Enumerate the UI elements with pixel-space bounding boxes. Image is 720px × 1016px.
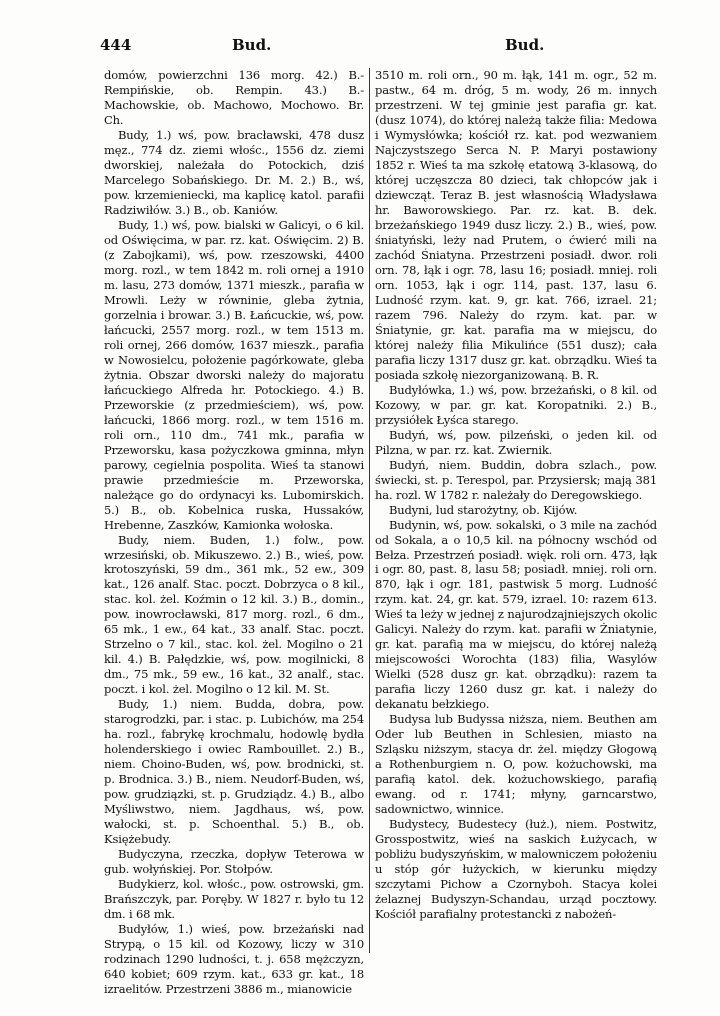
entry-paragraph: Budyłów, 1.) wieś, pow. brzeżański nad Strypą, o 15 kil. od Kozowy, liczy w 310 rodzinach 1290 ludności, t. j. 658 mężczyzn, 640 kobiet; 609 rzym. kat., 633 gr. kat., 18 izraelitów. Przestrzeni 3886 m., mianowicie [104, 922, 364, 997]
column-divider [369, 68, 370, 953]
entry-paragraph: domów, powierzchni 136 morg. 42.) B.-Rempińskie, ob. Rempin. 43.) B.-Machowskie, ob. Machowo, Mochowo. Br. Ch. [104, 68, 364, 127]
entry-paragraph: Budyłówka, 1.) wś, pow. brzeżański, o 8 kil. od Kozowy, w par. gr. kat. Koropatniki. 2.) B., przysiółek Łyśca starego. [375, 382, 657, 427]
page-number: 444 [100, 36, 132, 54]
entry-paragraph: Budyń, niem. Buddin, dobra szlach., pow. świecki, st. p. Terespol, par. Przysiersk; mają 381 ha. rozl. W 1782 r. należały do Deregowskiego. [375, 457, 657, 502]
entry-paragraph: Budynin, wś, pow. sokalski, o 3 mile na zachód od Sokala, a o 10,5 kil. na północny wschód od Bełza. Przestrzeń posiadł. więk. roli orn. 473, łąk i ogr. 80, past. 8, lasu 58; posiadł. mniej. roli orn. 870, łąk i ogr. 181, pastwisk 5 morg. Ludność rzym. kat. 24, gr. kat. 579, izrael. 10: razem 613. Wieś ta leży w jednej z najurodzajniejszych okolic Galicyi. Należy do rzym. kat. parafii w Żniatynie, gr. kat. parafią ma w miejscu, do której należą miejscowości Worochta (183) filia, Wasylów Wielki (528 dusz gr. kat. obrządku): razem ta parafia liczy 1260 dusz gr. kat. i należy do dekanatu bełzkiego. [375, 517, 657, 712]
entry-paragraph: 3510 m. roli orn., 90 m. łąk, 141 m. ogr., 52 m. pastw., 64 m. dróg, 5 m. wody, 26 m. innych przestrzeni. W tej gminie jest parafia gr. kat. (dusz 1074), do której należą także filia: Medowa i Wymysłówka; kościół rz. kat. pod wezwaniem Najczystszego Serca N. P. Maryi postawiony 1852 r. Wieś ta ma szkołę etatową 3-klasową, do której uczęszcza 80 dzieci, tak chłopców jak i dziewcząt. Teraz B. jest własnością Władysława hr. Baworowskiego. Par. rz. kat. B. dek. brzeżańskiego 1949 dusz liczy. 2.) B., wieś, pow. śniatyński, leży nad Prutem, o ćwierć mili na zachód Śniatyna. Przestrzeni posiadł. dwor. roli orn. 78, łąk i ogr. 78, lasu 16; posiadł. mniej. roli orn. 1053, łąk i ogr. 114, past. 137, lasu 6. Ludność rzym. kat. 9, gr. kat. 766, izrael. 21; razem 796. Należy do rzym. kat. par. w Śniatynie, gr. kat. parafia ma w miejscu, do której należy filia Mikulińce (551 dusz); cała parafia liczy 1317 dusz gr. kat. obrządku. Wieś ta posiada szkołę niezorganizowaną. B. R. [375, 68, 657, 382]
left-column [104, 68, 364, 1008]
entry-paragraph: Budykierz, kol. włośc., pow. ostrowski, gm. Brańszczyk, par. Poręby. W 1827 r. było tu 12 dm. i 68 mk. [104, 877, 364, 922]
entry-paragraph: Budy, 1.) niem. Budda, dobra, pow. starogrodzki, par. i stac. p. Lubichów, ma 254 ha. rozl., fabrykę krochmalu, hodowlę bydła holenderskiego i owiec Rambouillet. 2.) B., niem. Choino-Buden, wś, pow. brodnicki, st. p. Brodnica. 3.) B., niem. Neudorf-Buden, wś, pow. grudziązki, st. p. Grudziądz. 4.) B., albo Myśliwstwo, niem. Jagdhaus, wś, pow. wałocki, st. p. Schoenthal. 5.) B., ob. Księżebudy. [104, 697, 364, 847]
running-head-left: Bud. [232, 36, 272, 54]
entry-paragraph: Budy, 1.) wś, pow. bialski w Galicyi, o 6 kil. od Oświęcima, w par. rz. kat. Oświęcim. 2) B. (z Zabojkami), wś, pow. rzeszowski, 4400 morg. rozl., w tem 1842 m. roli ornej a 1910 m. lasu, 273 domów, 1371 mieszk., parafia w Mrowli. Leży w równinie, gleba żytnia, gorzelnia i browar. 3.) B. Łańcuckie, wś, pow. łańcucki, 2557 morg. rozl., w tem 1513 m. roli ornej, 266 domów, 1637 mieszk., parafia w Nowosielcu, położenie pagórkowate, gleba żytnia. Obszar dworski należy do majoratu łańcuckiego Alfreda hr. Potockiego. 4.) B. Przeworskie (z przedmieściem), wś, pow. łańcucki, 1866 morg. rozl., w tem 1516 m. roli orn., 110 dm., 741 mk., parafia w Przeworsku, kasa pożyczkowa gminna, młyn parowy, cegielnia pospolita. Wieś ta stanowi prawie przedmieście m. Przeworska, należące go do ordynacyi ks. Lubomirskich. 5.) B., ob. Kobelnica ruska, Hussaków, Hrebenne, Zaszków, Kamionka wołoska. [104, 217, 364, 532]
entry-paragraph: Budyń, wś, pow. pilzeński, o jeden kil. od Pilzna, w par. rz. kat. Zwiernik. [375, 427, 657, 457]
running-head-right: Bud. [505, 36, 545, 54]
entry-paragraph: Budyni, lud starożytny, ob. Kijów. [389, 502, 578, 517]
entry-paragraph: Budysa lub Budyssa niższa, niem. Beuthen am Oder lub Beuthen in Schlesien, miasto na Szląsku niższym, stacya dr. żel. między Głogową a Rothenburgiem n. O, pow. kożuchowski, ma parafią katol. dek. kożuchowskiego, parafią ewang. od r. 1741; młyny, garncarstwo, sadownictwo, winnice. [375, 712, 657, 817]
entry-paragraph: Budystecy, Budestecy (łuż.), niem. Postwitz, Grosspostwitz, wieś na saskich Łużycach, w pobliżu budyszyńskim, w malowniczem położeniu u stóp gór łużyckich, w kierunku między szczytami Pichow a Czornyboh. Stacya kolei żelaznej Budyszyn-Schandau, urząd pocztowy. Kościół parafialny protestancki z nabożeń- [375, 817, 657, 922]
right-column [375, 68, 657, 1008]
entry-paragraph: Budy, niem. Buden, 1.) folw., pow. wrzesiński, ob. Mikuszewo. 2.) B., wieś, pow. krotoszyński, 59 dm., 361 mk., 52 ew., 309 kat., 126 analf. Stac. poczt. Dobrzyca o 8 kil., stac. kol. żel. Koźmin o 12 kil. 3.) B., domin., pow. inowrocławski, 817 morg. rozl., 6 dm., 65 mk., 1 ew., 64 kat., 33 analf. Stac. poczt. Strzelno o 7 kil., stac. kol. żel. Mogilno o 21 kil. 4.) B. Pałędzkie, wś, pow. mogilnicki, 8 dm., 75 mk., 59 ew., 16 kat., 32 analf., stac. poczt. i kol. żel. Mogilno o 12 kil. M. St. [104, 532, 364, 697]
entry-paragraph: Budyczyna, rzeczka, dopływ Teterowa w gub. wołyńskiej. Por. Stołpów. [104, 847, 364, 877]
entry-paragraph: Budy, 1.) wś, pow. bracławski, 478 dusz męz., 774 dz. ziemi włośc., 1556 dz. ziemi dworskiej, należała do Potockich, dziś Marcelego Sobańskiego. Dr. M. 2.) B., wś, pow. krzemieniecki, ma kaplicę katol. parafii Radziwiłów. 3.) B., ob. Kaniów. [104, 127, 364, 217]
